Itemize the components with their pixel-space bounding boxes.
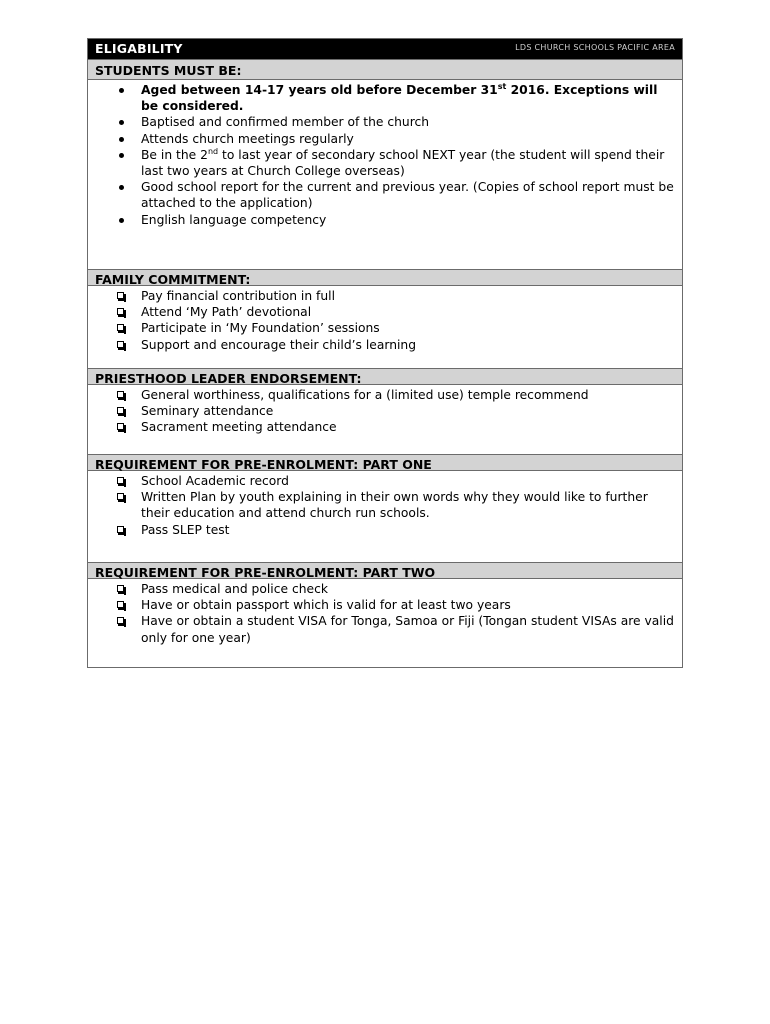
list-item: Baptised and confirmed member of the church xyxy=(88,114,674,130)
list-item: Attends church meetings regularly xyxy=(88,131,674,147)
part-two-section xyxy=(88,579,682,667)
family-heading: FAMILY COMMITMENT: xyxy=(88,269,682,286)
list-item: English language competency xyxy=(88,212,674,228)
header-bar xyxy=(88,39,682,60)
students-list xyxy=(88,82,674,228)
checkbox-icon[interactable] xyxy=(117,617,124,624)
list-item: Aged between 14-17 years old before December 31st 2016. Exceptions will be considered. xyxy=(88,82,674,114)
students-section xyxy=(88,80,682,269)
checkbox-icon[interactable] xyxy=(117,601,124,608)
list-item: Good school report for the current and previous year. (Copies of school report must be attached to the application) xyxy=(88,179,674,211)
checkbox-icon[interactable] xyxy=(117,324,124,331)
priesthood-list xyxy=(88,387,674,436)
checkbox-icon[interactable] xyxy=(117,477,124,484)
organization-name: LDS CHURCH SCHOOLS PACIFIC AREA xyxy=(515,43,675,52)
checkbox-icon[interactable] xyxy=(117,308,124,315)
bullet-icon xyxy=(119,185,124,190)
checkbox-icon[interactable] xyxy=(117,585,124,592)
bullet-icon xyxy=(119,218,124,223)
checkbox-icon[interactable] xyxy=(117,391,124,398)
checklist-item: Participate in ‘My Foundation’ sessions xyxy=(88,320,674,336)
eligibility-form xyxy=(87,38,683,668)
students-heading: STUDENTS MUST BE: xyxy=(88,60,682,80)
checklist-item: Sacrament meeting attendance xyxy=(88,419,674,435)
part-one-list xyxy=(88,473,674,538)
family-list xyxy=(88,288,674,353)
checklist-item: Pass medical and police check xyxy=(88,581,674,597)
part-two-list xyxy=(88,581,674,646)
priesthood-section xyxy=(88,385,682,454)
checkbox-icon[interactable] xyxy=(117,292,124,299)
checklist-item: Support and encourage their child’s learning xyxy=(88,337,674,353)
checklist-item: Pay financial contribution in full xyxy=(88,288,674,304)
checkbox-icon[interactable] xyxy=(117,407,124,414)
checklist-item: Have or obtain a student VISA for Tonga, Samoa or Fiji (Tongan student VISAs are valid only for one year) xyxy=(88,613,674,645)
part-one-heading: REQUIREMENT FOR PRE-ENROLMENT: PART ONE xyxy=(88,454,682,471)
checklist-item: Attend ‘My Path’ devotional xyxy=(88,304,674,320)
checklist-item: Pass SLEP test xyxy=(88,522,674,538)
priesthood-heading: PRIESTHOOD LEADER ENDORSEMENT: xyxy=(88,368,682,385)
list-item: Be in the 2nd to last year of secondary school NEXT year (the student will spend their last two years at Church College overseas) xyxy=(88,147,674,179)
checkbox-icon[interactable] xyxy=(117,526,124,533)
bullet-icon xyxy=(119,153,124,158)
bullet-icon xyxy=(119,120,124,125)
checkbox-icon[interactable] xyxy=(117,341,124,348)
checklist-item: Have or obtain passport which is valid for at least two years xyxy=(88,597,674,613)
checkbox-icon[interactable] xyxy=(117,423,124,430)
checkbox-icon[interactable] xyxy=(117,493,124,500)
page-title: ELIGABILITY xyxy=(95,41,183,56)
checklist-item: General worthiness, qualifications for a (limited use) temple recommend xyxy=(88,387,674,403)
checklist-item: School Academic record xyxy=(88,473,674,489)
checklist-item: Written Plan by youth explaining in their own words why they would like to further their education and attend church run schools. xyxy=(88,489,674,521)
family-section xyxy=(88,286,682,368)
part-two-heading: REQUIREMENT FOR PRE-ENROLMENT: PART TWO xyxy=(88,562,682,579)
bullet-icon xyxy=(119,137,124,142)
bullet-icon xyxy=(119,88,124,93)
part-one-section xyxy=(88,471,682,562)
checklist-item: Seminary attendance xyxy=(88,403,674,419)
